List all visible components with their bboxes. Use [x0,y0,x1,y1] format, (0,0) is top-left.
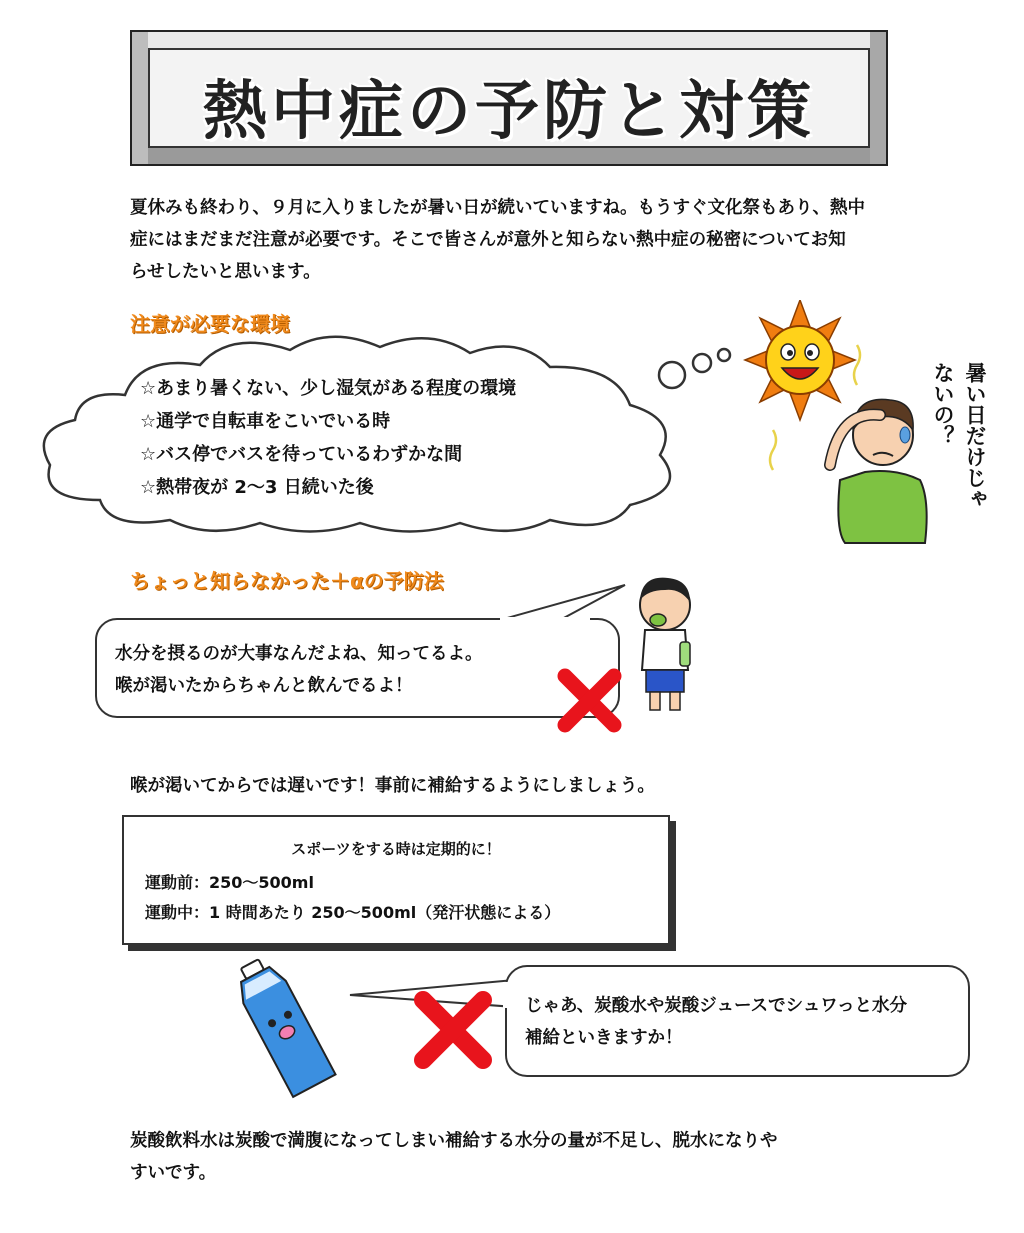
sports-box-line-2: 運動中：1 時間あたり 250～500ml（発汗状態による） [145,903,561,922]
list-item: ☆熱帯夜が 2～3 日続いた後 [140,477,374,498]
bubble1-text [115,638,483,702]
list-item: ☆通学で自転車をこいでいる時 [140,411,391,432]
drinking-boy-illustration [630,570,705,715]
cross-icon [413,990,493,1070]
bubble1-line-1: 水分を摂るのが大事なんだよね、知ってるよ。 [115,644,483,664]
answer2-text [130,1125,910,1189]
page-title: 熱中症の予防と対策 [203,75,815,149]
bottle-illustration [225,950,355,1100]
answer2-line-1: 炭酸飲料水は炭酸で満腹になってしまい補給する水分の量が不足し、脱水になりや [130,1131,778,1151]
bubble1-line-2: 喉が渇いたからちゃんと飲んでるよ！ [115,676,413,696]
intro-line-1: 夏休みも終わり、９月に入りましたが暑い日が続いていますね。もうすぐ文化祭もあり、熱中 [130,198,865,218]
bubble2-line-1: じゃあ、炭酸水や炭酸ジュースでシュワっと水分 [525,996,908,1016]
vertical-caption-col1: 暑い日だけじゃ [963,362,987,509]
answer2-line-2: すいです。 [130,1163,217,1183]
section1-heading: 注意が必要な環境 [130,312,290,336]
cross-icon [557,668,622,733]
sports-box-title: スポーツをする時は定期的に！ [291,840,501,858]
list-item: ☆あまり暑くない、少し湿気がある程度の環境 [140,378,517,399]
list-item: ☆バス停でバスを待っているわずかな間 [140,444,463,465]
intro-line-3: らせしたいと思います。 [130,262,321,282]
title-frame [130,30,888,166]
vertical-caption-col2: ないの？ [931,362,955,446]
bubble2-line-2: 補給といきますか！ [525,1028,683,1048]
sun-and-boy-illustration [735,300,935,550]
section2-heading: ちょっと知らなかった＋αの予防法 [130,569,444,593]
sports-box-line-1: 運動前：250～500ml [145,873,314,892]
bubble2-text [525,990,907,1054]
answer1-text: 喉が渇いてからでは遅いです！事前に補給するようにしましょう。 [130,776,655,796]
intro-paragraph [130,192,900,288]
environment-list [140,372,516,504]
intro-line-2: 症にはまだまだ注意が必要です。そこで皆さんが意外と知らない熱中症の秘密についてお知 [130,230,846,250]
